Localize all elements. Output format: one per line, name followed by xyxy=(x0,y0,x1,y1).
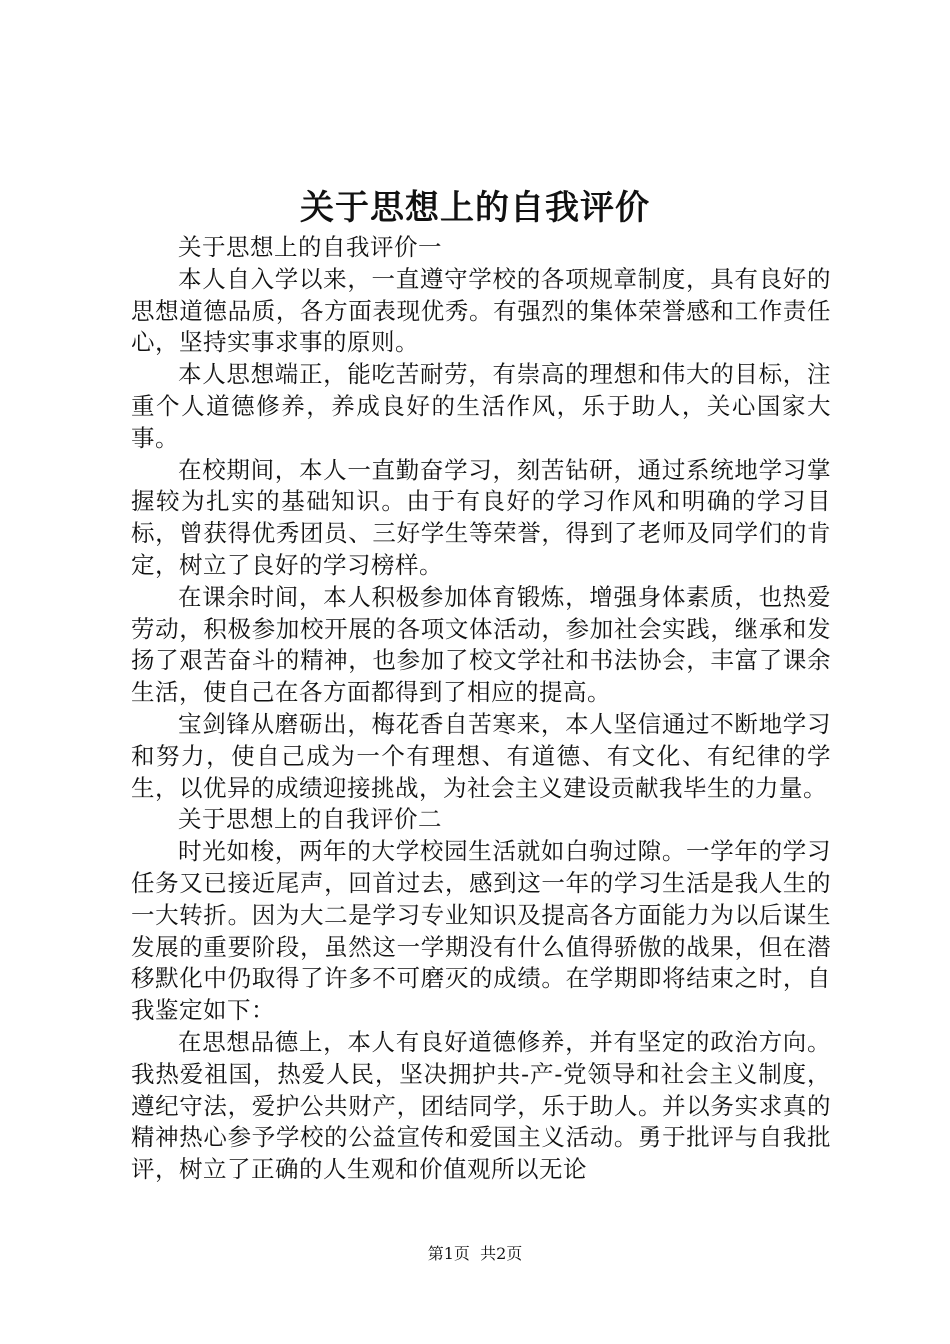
paragraph: 在校期间，本人一直勤奋学习，刻苦钻研，通过系统地学习掌握较为扎实的基础知识。由于有良好的学习作风和明确的学习目标，曾获得优秀团员、三好学生等荣誉，得到了老师及同学们的肯定，树立了良好的学习榜样。 xyxy=(131,455,831,579)
paragraph: 在思想品德上，本人有良好道德修养，并有坚定的政治方向。我热爱祖国，热爱人民，坚决拥护共-产-党领导和社会主义制度，遵纪守法，爱护公共财产，团结同学，乐于助人。并以务实求真的精神热心参予学校的公益宣传和爱国主义活动。勇于批评与自我批评，树立了正确的人生观和价值观所以无论 xyxy=(131,1027,831,1184)
paragraph: 宝剑锋从磨砺出，梅花香自苦寒来，本人坚信通过不断地学习和努力，使自己成为一个有理想、有道德、有文化、有纪律的学生，以优异的成绩迎接挑战，为社会主义建设贡献我毕生的力量。 xyxy=(131,709,831,802)
section-heading-one: 关于思想上的自我评价一 xyxy=(178,233,442,261)
section-heading-two: 关于思想上的自我评价二 xyxy=(178,805,442,834)
page-number: 第1页 xyxy=(427,1244,470,1263)
paragraph: 本人思想端正，能吃苦耐劳，有崇高的理想和伟大的目标，注重个人道德修养，养成良好的生活作风，乐于助人，关心国家大事。 xyxy=(131,360,831,452)
page-total: 共2页 xyxy=(480,1244,523,1263)
document-title: 关于思想上的自我评价 xyxy=(300,188,650,228)
paragraph: 本人自入学以来，一直遵守学校的各项规章制度，具有良好的思想道德品质，各方面表现优秀。有强烈的集体荣誉感和工作责任心，坚持实事求事的原则。 xyxy=(131,264,831,357)
paragraph: 在课余时间，本人积极参加体育锻炼，增强身体素质，也热爱劳动，积极参加校开展的各项文体活动，参加社会实践，继承和发扬了艰苦奋斗的精神，也参加了校文学社和书法协会，丰富了课余生活，使自己在各方面都得到了相应的提高。 xyxy=(131,582,831,707)
document-body xyxy=(131,232,831,1186)
page-footer xyxy=(0,1243,950,1265)
paragraph: 时光如梭，两年的大学校园生活就如白驹过隙。一学年的学习任务又已接近尾声，回首过去，感到这一年的学习生活是我人生的一大转折。因为大二是学习专业知识及提高各方面能力为以后谋生发展的重要阶段，虽然这一学期没有什么值得骄傲的战果，但在潜移默化中仍取得了许多不可磨灭的成绩。在学期即将结束之时，自我鉴定如下： xyxy=(131,837,831,1025)
